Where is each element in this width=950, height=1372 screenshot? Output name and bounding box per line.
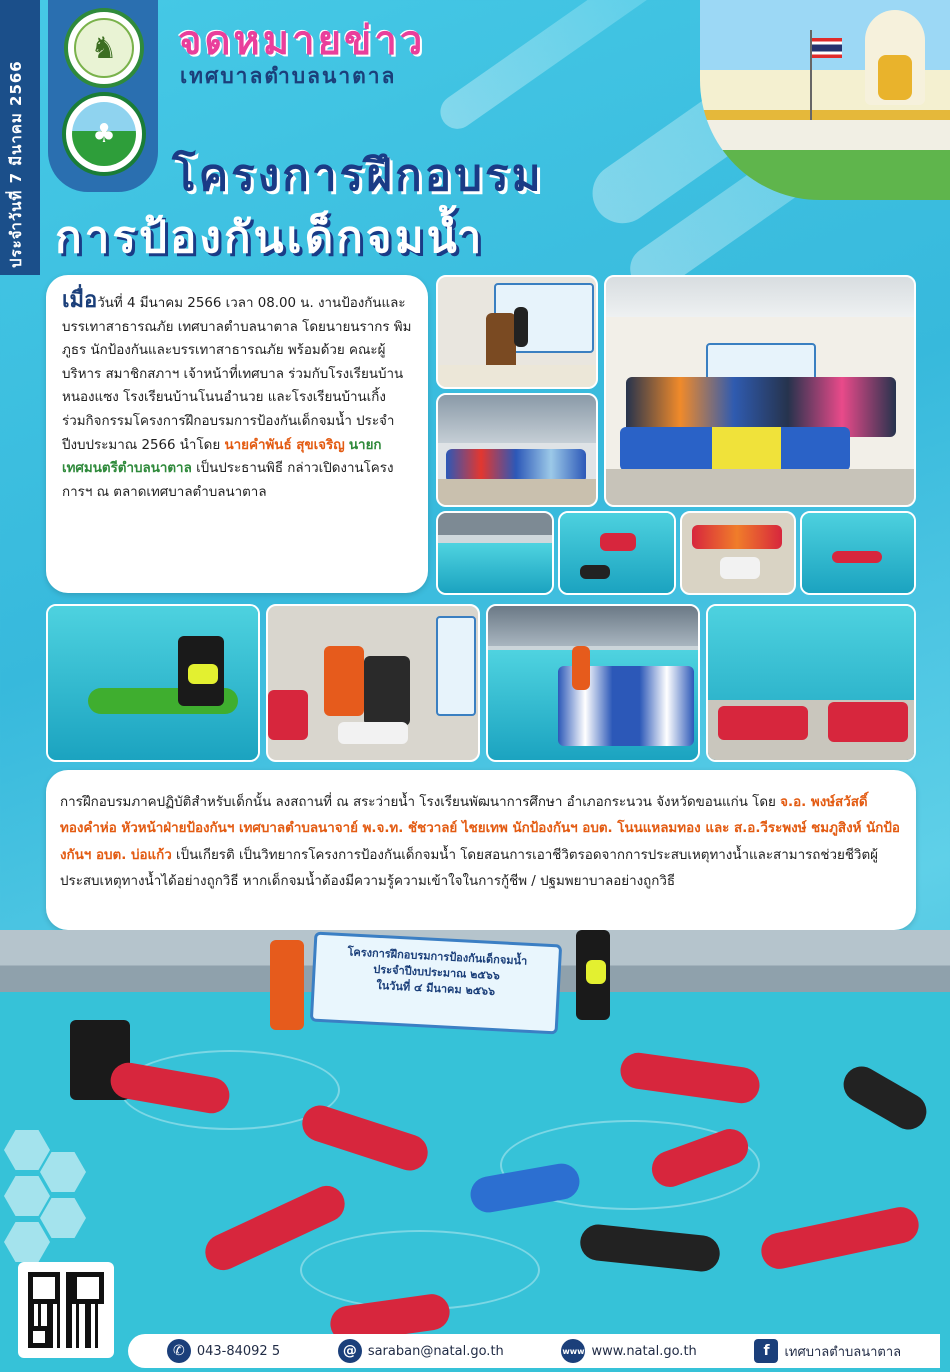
detail-highlight-trainers: จ.อ. พงษ์สวัสดิ์ ทองคำห่อ หัวหน้าฝ่ายป้องกันฯ เทศบาลตำบลนาจาย์ พ.จ.ท. ชัชวาลย์ ไชยเทพ นักป้องกันฯ อบต. โนนแหลมทอง และ ส.อ.วีระพงษ์ ชมภูสิงห์ นักป้องกันฯ อบต. บ่อแก้ว	[60, 795, 900, 863]
headline-line-2: การป้องกันเด็กจมน้ำ	[55, 212, 485, 263]
footer-contact-bar	[128, 1334, 940, 1368]
photo-floating-practice	[46, 604, 260, 762]
banner-line-1: โครงการฝึกอบรมการป้องกันเด็กจมน้ำ	[347, 945, 528, 968]
detail-paragraph	[60, 790, 902, 896]
phone-icon: ✆	[167, 1339, 191, 1363]
intro-paragraph	[62, 289, 412, 504]
website-url: www.natal.go.th	[591, 1343, 697, 1359]
detail-card	[46, 770, 916, 930]
headline-line-1: โครงการฝึกอบรม	[172, 150, 544, 201]
photo-group-staff	[604, 275, 916, 507]
photo-pool-1	[436, 511, 554, 595]
municipality-seal-logo: ♞	[64, 8, 144, 88]
municipality-building-photo	[700, 0, 950, 200]
intro-text-1: วันที่ 4 มีนาคม 2566 เวลา 08.00 น. งานป้องกันและบรรเทาสาธารณภัย เทศบาลตำบลนาตาล โดยนายนรากร พิมภูธร นักป้องกันและบรรเทาสาธารณภัย พร้อมด้วย คณะผู้บริหาร สมาชิกสภาฯ เจ้าหน้าที่เทศบาล ร่วมกับโรงเรียนบ้านหนองแซง โรงเรียนบ้านโนนอำนวย และโรงเรียนบ้านเกิ้ง ร่วมกิจกรรมโครงการฝึกอบรมการป้องกันเด็กจมน้ำ ประจำปีงบประมาณ 2566 นำโดย	[62, 296, 412, 453]
website-contact[interactable]	[561, 1339, 696, 1363]
thai-flag-icon	[812, 38, 842, 58]
photo-poolside-students	[486, 604, 700, 762]
issue-date: ประจำวันที่ 7 มีนาคม 2566	[7, 60, 25, 268]
phone-contact[interactable]	[167, 1339, 280, 1363]
intro-text-2: เป็นประธานพิธี กล่าวเปิดงานโครงการฯ ณ ตลาดเทศบาลตำบลนาตาล	[62, 461, 394, 500]
intro-card	[46, 275, 428, 593]
main-pool-photo	[0, 930, 950, 1372]
photo-pool-3	[800, 511, 916, 595]
banner-line-3: ในวันที่ ๔ มีนาคม ๒๕๖๖	[376, 978, 496, 999]
photo-opening-speech	[436, 275, 598, 389]
natal-municipality-logo: ♣	[62, 92, 146, 176]
photo-pool-2	[558, 511, 676, 595]
intro-highlight-title: นายกเทศมนตรีตำบลนาตาล	[62, 437, 382, 477]
email-address: saraban@natal.go.th	[367, 1343, 504, 1359]
www-icon: www	[561, 1339, 585, 1363]
facebook-contact[interactable]	[754, 1339, 901, 1363]
photo-students-seated	[436, 393, 598, 507]
banner-line-2: ประจำปีงบประมาณ ๒๕๖๖	[373, 962, 501, 983]
photo-rescue-practice	[706, 604, 916, 762]
intro-lead-word: เมื่อ	[62, 288, 98, 313]
intro-highlight-name: นายคำพันธ์ สุขเจริญ	[224, 437, 345, 453]
newsletter-title: จดหมายข่าว	[178, 18, 426, 64]
qr-code[interactable]	[18, 1262, 114, 1358]
detail-text-2: เป็นเกียรติ เป็นวิทยากรโครงการป้องกันเด็กจมน้ำ โดยสอนการเอาชีวิตรอดจากการประสบเหตุทางน้ำและสามารถช่วยชีวิตผู้ประสบเหตุทางน้ำได้อย่างถูกวิธี หากเด็กจมน้ำต้องมีความรู้ความเข้าใจในการกู้ชีพ / ปฐมพยาบาลอย่างถูกวิธี	[60, 847, 878, 890]
email-contact[interactable]	[338, 1339, 504, 1363]
decorative-stripe	[434, 0, 666, 135]
qr-code-icon	[28, 1272, 104, 1348]
newsletter-subtitle: เทศบาลตำบลนาตาล	[180, 64, 397, 88]
phone-number: 043-84092 5	[196, 1343, 281, 1359]
facebook-page: เทศบาลตำบลนาตาล	[784, 1344, 902, 1360]
email-icon: @	[338, 1339, 362, 1363]
detail-text-1: การฝึกอบรมภาคปฏิบัติสำหรับเด็กนั้น ลงสถานที่ ณ สระว่ายน้ำ โรงเรียนพัฒนาการศึกษา อำเภอกระนวน จังหวัดขอนแก่น โดย	[60, 795, 776, 810]
facebook-icon: f	[754, 1339, 778, 1363]
photo-first-aid-demo	[266, 604, 480, 762]
event-banner	[310, 932, 562, 1035]
photo-cpr-training	[680, 511, 796, 595]
